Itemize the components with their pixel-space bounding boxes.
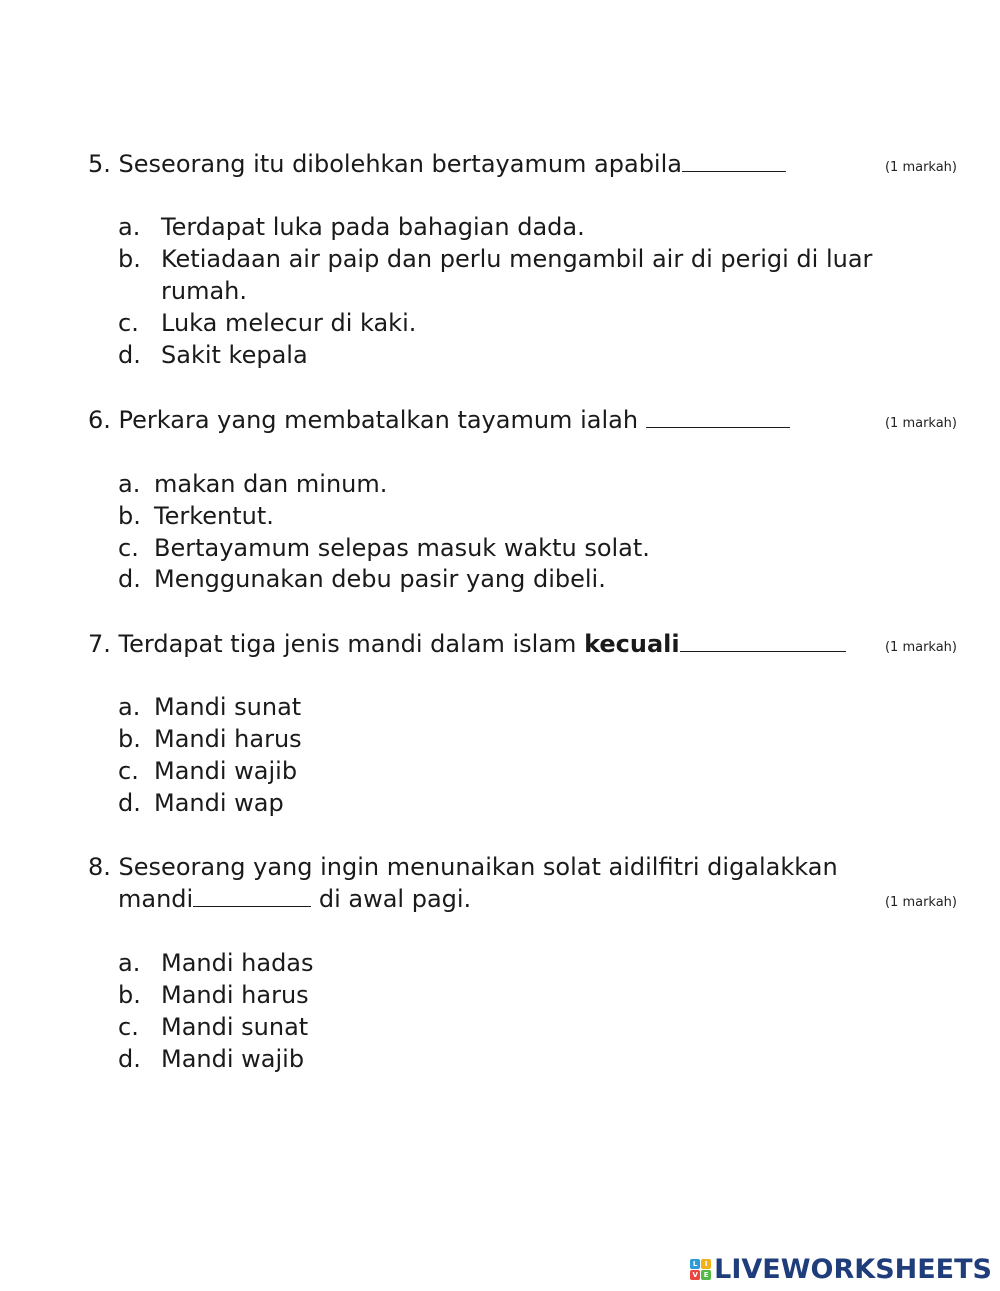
option-letter: c. (118, 309, 139, 337)
option-letter: a. (118, 949, 141, 977)
option-b[interactable] (118, 500, 274, 532)
option-letter: a. (118, 470, 141, 498)
option-text: Luka melecur di kaki. (161, 309, 417, 337)
logo-square: V (690, 1270, 700, 1280)
option-b[interactable] (118, 723, 302, 755)
option-text: Terkentut. (154, 502, 274, 530)
logo-text: LIVEWORKSHEETS (714, 1253, 992, 1285)
option-a[interactable] (118, 211, 585, 243)
question-8 (88, 851, 838, 883)
option-a[interactable] (118, 468, 387, 500)
option-d[interactable] (118, 1043, 304, 1075)
option-c[interactable] (118, 755, 297, 787)
option-letter: d. (118, 565, 141, 593)
question-number: 8. (88, 853, 111, 881)
option-text: Mandi wap (154, 789, 284, 817)
option-text: Mandi harus (161, 981, 309, 1009)
option-letter: a. (118, 693, 141, 721)
question-5 (88, 148, 786, 180)
option-b[interactable] (118, 243, 872, 275)
option-letter: b. (118, 725, 141, 753)
option-text: Menggunakan debu pasir yang dibeli. (154, 565, 606, 593)
question-text: Perkara yang membatalkan tayamum ialah (118, 406, 646, 434)
option-letter: c. (118, 1013, 139, 1041)
marks-label: (1 markah) (884, 416, 957, 431)
option-letter: b. (118, 245, 141, 273)
answer-blank (682, 149, 786, 172)
question-number: 7. (88, 630, 111, 658)
question-number: 6. (88, 406, 111, 434)
marks-label: (1 markah) (884, 160, 957, 175)
question-text: Seseorang itu dibolehkan bertayamum apabila (118, 150, 682, 178)
option-text: Terdapat luka pada bahagian dada. (161, 213, 585, 241)
option-letter: d. (118, 341, 141, 369)
question-text: Seseorang yang ingin menunaikan solat aidilfitri digalakkan (118, 853, 838, 881)
option-d[interactable] (118, 563, 606, 595)
option-text: Bertayamum selepas masuk waktu solat. (154, 534, 650, 562)
option-text: Mandi harus (154, 725, 302, 753)
option-d[interactable] (118, 339, 308, 371)
question-emphasis: kecuali (584, 630, 680, 658)
question-text: mandi (118, 885, 194, 913)
answer-blank (680, 629, 846, 652)
option-text: rumah. (161, 277, 248, 305)
question-6 (88, 404, 790, 436)
question-number: 5. (88, 150, 111, 178)
question-7 (88, 628, 846, 660)
option-b[interactable] (118, 979, 309, 1011)
option-text: Mandi hadas (161, 949, 314, 977)
option-letter: b. (118, 981, 141, 1009)
option-text: Mandi wajib (154, 757, 298, 785)
option-text: Mandi sunat (154, 693, 302, 721)
logo-square: L (690, 1259, 700, 1269)
marks-label: (1 markah) (884, 895, 957, 910)
option-text: Ketiadaan air paip dan perlu mengambil air di perigi di luar (161, 245, 873, 273)
option-c[interactable] (118, 1011, 308, 1043)
question-text: Terdapat tiga jenis mandi dalam islam (118, 630, 585, 658)
option-text: Mandi sunat (161, 1013, 309, 1041)
option-c[interactable] (118, 532, 650, 564)
option-letter: c. (118, 757, 139, 785)
option-text: Sakit kepala (161, 341, 308, 369)
option-c[interactable] (118, 307, 416, 339)
logo-square: I (701, 1259, 711, 1269)
option-letter: d. (118, 789, 141, 817)
marks-label: (1 markah) (884, 640, 957, 655)
option-letter: a. (118, 213, 141, 241)
question-8-line-2 (118, 883, 471, 915)
liveworksheets-logo (690, 1253, 992, 1285)
option-text: makan dan minum. (154, 470, 388, 498)
option-d[interactable] (118, 787, 284, 819)
option-letter: b. (118, 502, 141, 530)
answer-blank (646, 405, 790, 428)
option-b-continued (118, 275, 247, 307)
logo-square: E (701, 1270, 711, 1280)
option-a[interactable] (118, 947, 314, 979)
answer-blank (193, 884, 311, 907)
question-text: di awal pagi. (311, 885, 472, 913)
option-letter: d. (118, 1045, 141, 1073)
logo-grid-icon (690, 1259, 711, 1280)
option-letter: c. (118, 534, 139, 562)
option-text: Mandi wajib (161, 1045, 305, 1073)
option-a[interactable] (118, 691, 301, 723)
